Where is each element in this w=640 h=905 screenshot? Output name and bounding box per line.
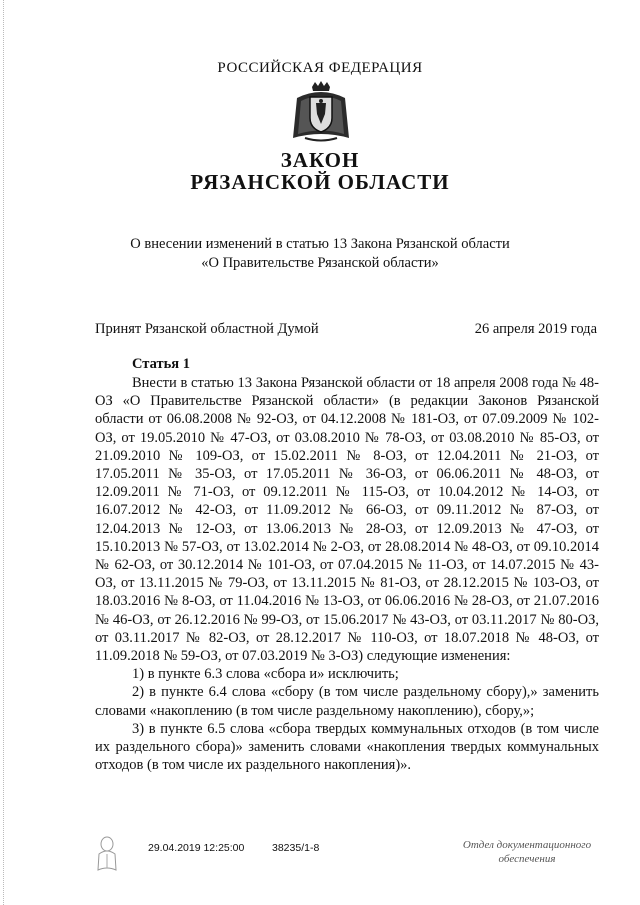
department-stamp [452,838,602,866]
adoption-line [95,321,597,338]
subject-line1: О внесении изменений в статью 13 Закона Рязанской области [130,236,510,252]
law-title-line2: РЯЗАНСКОЙ ОБЛАСТИ [190,170,450,194]
federation-header: РОССИЙСКАЯ ФЕДЕРАЦИЯ [217,60,423,76]
article-paragraph: Внести в статью 13 Закона Рязанской области от 18 апреля 2008 года № 48-ОЗ «О Правительстве Рязанской области» (в редакции Законов Рязанской области от 06.08.2008 № 92-ОЗ, от 04.12.2008 № 181-ОЗ, от 07.09.2009 № 102-ОЗ, от 19.05.2010 № 47-ОЗ, от 03.08.2010 № 78-ОЗ, от 03.08.2010 № 85-ОЗ, от 21.09.2010 № 109-ОЗ, от 15.02.2011 № 8-ОЗ, от 12.04.2011 № 21-ОЗ, от 17.05.2011 № 35-ОЗ, от 17.05.2011 № 36-ОЗ, от 06.06.2011 № 48-ОЗ, от 12.09.2011 № 71-ОЗ, от 09.12.2011 № 115-ОЗ, от 10.04.2012 № 14-ОЗ, от 16.07.2012 № 42-ОЗ, от 11.09.2012 № 66-ОЗ, от 09.11.2012 № 87-ОЗ, от 12.04.2013 № 12-ОЗ, от 13.06.2013 № 28-ОЗ, от 12.09.2013 № 47-ОЗ, от 15.10.2013 № 57-ОЗ, от 13.02.2014 № 2-ОЗ, от 28.08.2014 № 48-ОЗ, от 09.10.2014 № 62-ОЗ, от 30.12.2014 № 101-ОЗ, от 07.04.2015 № 11-ОЗ, от 14.07.2015 № 43-ОЗ, от 13.11.2015 № 79-ОЗ, от 13.11.2015 № 81-ОЗ, от 28.12.2015 № 103-ОЗ, от 18.03.2016 № 8-ОЗ, от 11.04.2016 № 13-ОЗ, от 06.06.2016 № 28-ОЗ, от 21.07.2016 № 46-ОЗ, от 26.12.2016 № 99-ОЗ, от 15.06.2017 № 43-ОЗ, от 03.11.2017 № 80-ОЗ, от 03.11.2017 № 82-ОЗ, от 28.12.2017 № 110-ОЗ, от 18.07.2018 № 48-ОЗ, от 11.09.2018 № 59-ОЗ, от 07.03.2019 № 3-ОЗ) следующие изменения: [95,375,599,665]
article-paragraph: 2) в пункте 6.4 слова «сбору (в том числе раздельному сбору),» заменить словами «накоплению (в том числе раздельному накоплению), сбору,»; [95,684,599,719]
coat-of-arms-icon [291,80,351,144]
article-title: Статья 1 [132,356,190,372]
article-paragraph: 3) в пункте 6.5 слова «сбора твердых коммунальных отходов (в том числе их раздельного сбора)» заменить словами «накопления твердых коммунальных отходов (в том числе их раздельного накопления)». [95,720,599,774]
law-title-line1: ЗАКОН [280,148,360,172]
dept-stamp-line2: обеспечения [498,853,556,865]
adopted-by: Принят Рязанской областной Думой [95,321,319,337]
scan-margin-line [3,0,5,905]
law-subject [0,235,640,273]
subject-line2: «О Правительстве Рязанской области» [201,255,439,271]
dept-stamp-line1: Отдел документационного [462,839,592,851]
registration-seal-icon [94,834,120,874]
article-paragraph: 1) в пункте 6.3 слова «сбора и» исключить; [132,666,399,683]
article-body [95,374,599,774]
registration-number: 38235/1-8 [272,842,320,854]
registration-timestamp: 29.04.2019 12:25:00 [148,842,245,854]
adoption-date: 26 апреля 2019 года [474,321,597,337]
